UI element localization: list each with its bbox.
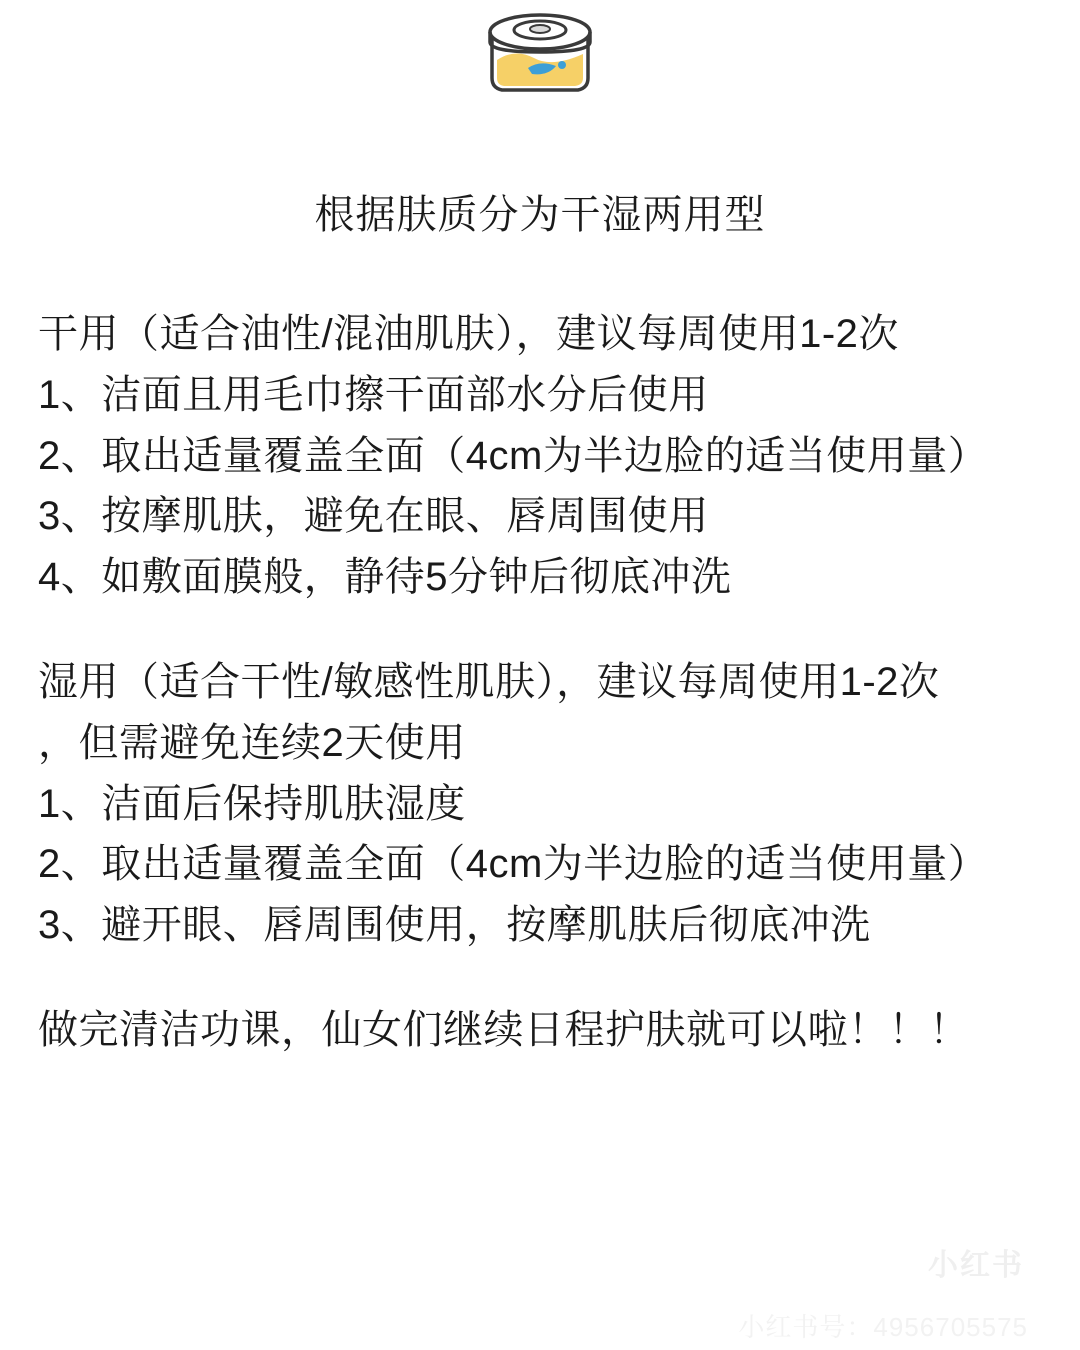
illustration-area [0, 0, 1080, 110]
section-line: 做完清洁功课，仙女们继续日程护肤就可以啦！！！ [38, 1007, 970, 1052]
section-line: 干用（适合油性/混油肌肤），建议每周使用1-2次 [38, 312, 899, 356]
section-line: 湿用（适合干性/敏感性肌肤），建议每周使用1-2次 [38, 659, 940, 704]
section-line: 3、避开眼、唇周围使用，按摩肌肤后彻底冲洗 [38, 903, 871, 948]
section-spacer [38, 956, 1040, 1000]
watermark-id: 小红书号：4956705575 [738, 1312, 1028, 1342]
page-title: 根据肤质分为干湿两用型 [314, 193, 766, 237]
document-body [0, 304, 1080, 1061]
section-line: 4、如敷面膜般，静待5分钟后彻底冲洗 [38, 555, 732, 600]
section-closing [38, 1000, 1040, 1061]
cream-jar-icon [470, 2, 610, 102]
section-dry-use [38, 304, 1040, 608]
section-line: 2、取出适量覆盖全面（4cm为半边脸的适当使用量） [38, 433, 989, 478]
section-line: 3、按摩肌肤，避免在眼、唇周围使用 [38, 494, 709, 539]
section-line: 1、洁面且用毛巾擦干面部水分后使用 [38, 372, 709, 417]
section-line: 2、取出适量覆盖全面（4cm为半边脸的适当使用量） [38, 842, 989, 887]
section-line: 1、洁面后保持肌肤湿度 [38, 781, 466, 826]
watermark-logo: 小红书 [928, 1249, 1024, 1282]
section-line: ，但需避免连续2天使用 [38, 720, 466, 765]
section-spacer [38, 608, 1040, 652]
section-wet-use [38, 652, 1040, 956]
